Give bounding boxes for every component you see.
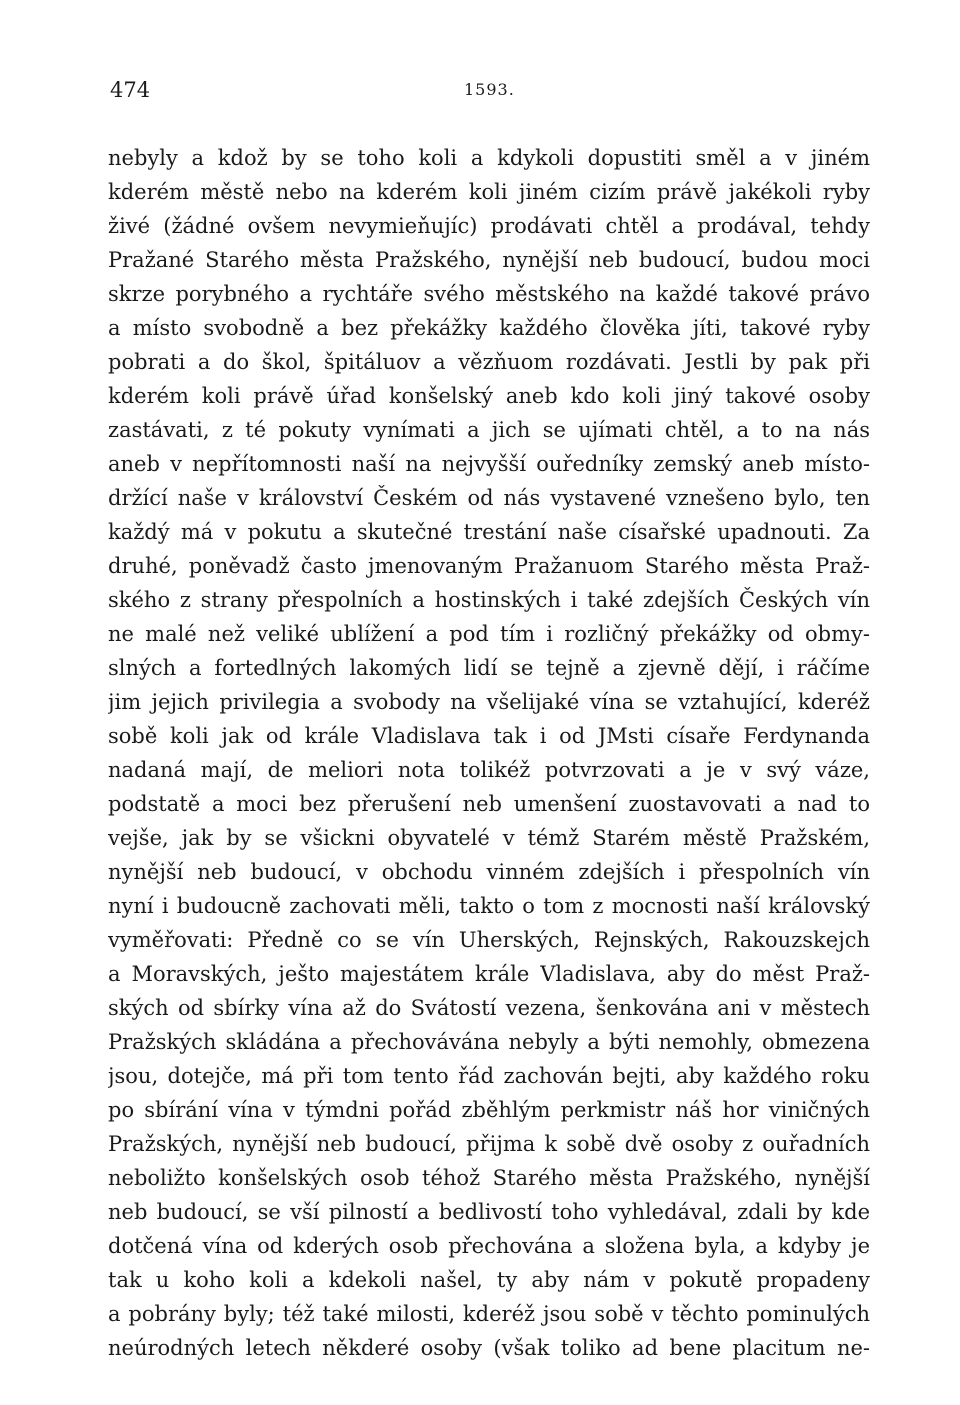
text-line: pobrati a do škol, špitáluov a vězňuom rozdávati. Jestli by pak při bbox=[108, 350, 870, 374]
text-line: jsou, dotejče, má při tom tento řád zachován bejti, aby každého roku bbox=[108, 1064, 870, 1088]
text-line: vyměřovati: Předně co se vín Uherských, Rejnských, Rakouzskejch bbox=[108, 928, 870, 952]
page-number: 474 bbox=[110, 78, 151, 102]
text-line: druhé, poněvadž často jmenovaným Pražanuom Starého města Praž- bbox=[108, 554, 870, 578]
text-line: nyní i budoucně zachovati měli, takto o tom z mocnosti naší královský bbox=[108, 894, 870, 918]
text-line: tak u koho koli a kdekoli našel, ty aby nám v pokutě propadeny bbox=[108, 1268, 870, 1292]
page-header bbox=[110, 78, 866, 114]
text-line: sobě koli jak od krále Vladislava tak i od JMsti císaře Ferdynanda bbox=[108, 724, 870, 748]
text-line: neúrodných letech někderé osoby (však toliko ad bene placitum ne- bbox=[108, 1336, 870, 1360]
text-line: dotčená vína od kderých osob přechována a složena byla, a kdyby je bbox=[108, 1234, 870, 1258]
text-line: skrze porybného a rychtáře svého městského na každé takové právo bbox=[108, 282, 870, 306]
text-line: neboližto konšelských osob téhož Starého města Pražského, nynější bbox=[108, 1166, 870, 1190]
text-line: nadaná mají, de meliori nota tolikéž potvrzovati a je v svý váze, bbox=[108, 758, 870, 782]
text-line: a pobrány byly; též také milosti, kderéž jsou sobě v těchto pominulých bbox=[108, 1302, 870, 1326]
text-line: aneb v nepřítomnosti naší na nejvyšší ouředníky zemský aneb místo- bbox=[108, 452, 870, 476]
text-line: a místo svobodně a bez překážky každého člověka jíti, takové ryby bbox=[108, 316, 870, 340]
text-line: nebyly a kdož by se toho koli a kdykoli dopustiti směl a v jiném bbox=[108, 146, 870, 170]
text-line: a Moravských, ješto majestátem krále Vladislava, aby do měst Praž- bbox=[108, 962, 870, 986]
text-line: nynější neb budoucí, v obchodu vinném zdejších i přespolních vín bbox=[108, 860, 870, 884]
text-line: Pražané Starého města Pražského, nynější neb budoucí, budou moci bbox=[108, 248, 870, 272]
text-line: Pražských, nynější neb budoucí, přijma k sobě dvě osoby z ouřadních bbox=[108, 1132, 870, 1156]
body-text bbox=[108, 141, 870, 1365]
text-line: jim jejich privilegia a svobody na všelijaké vína se vztahující, kderéž bbox=[108, 690, 870, 714]
text-line: po sbírání vína v týmdni pořád zběhlým perkmistr náš hor viničných bbox=[108, 1098, 870, 1122]
text-line: živé (žádné ovšem nevymieňujíc) prodávati chtěl a prodával, tehdy bbox=[108, 214, 870, 238]
text-line: držící naše v království Českém od nás vystavené vznešeno bylo, ten bbox=[108, 486, 870, 510]
text-line: kderém městě nebo na kderém koli jiném cizím právě jakékoli ryby bbox=[108, 180, 870, 204]
running-header-year: 1593. bbox=[464, 80, 515, 99]
text-line: ských od sbírky vína až do Svátostí vezena, šenkována ani v městech bbox=[108, 996, 870, 1020]
text-line: neb budoucí, se vší pilností a bedlivostí toho vyhledával, zdali by kde bbox=[108, 1200, 870, 1224]
text-line: podstatě a moci bez přerušení neb umenšení zuostavovati a nad to bbox=[108, 792, 870, 816]
text-line: ne malé než veliké ublížení a pod tím i rozličný překážky od obmy- bbox=[108, 622, 870, 646]
text-line: Pražských skládána a přechovávána nebyly a býti nemohly, obmezena bbox=[108, 1030, 870, 1054]
text-line: kderém koli právě úřad konšelský aneb kdo koli jiný takové osoby bbox=[108, 384, 870, 408]
text-line: ského z strany přespolních a hostinských i také zdejších Českých vín bbox=[108, 588, 870, 612]
text-line: zastávati, z té pokuty vynímati a jich se ujímati chtěl, a to na nás bbox=[108, 418, 870, 442]
text-line: každý má v pokutu a skutečné trestání naše císařské upadnouti. Za bbox=[108, 520, 870, 544]
text-line: vejše, jak by se všickni obyvatelé v témž Starém městě Pražském, bbox=[108, 826, 870, 850]
text-line: slných a fortedlných lakomých lidí se tejně a zjevně dějí, i ráčíme bbox=[108, 656, 870, 680]
